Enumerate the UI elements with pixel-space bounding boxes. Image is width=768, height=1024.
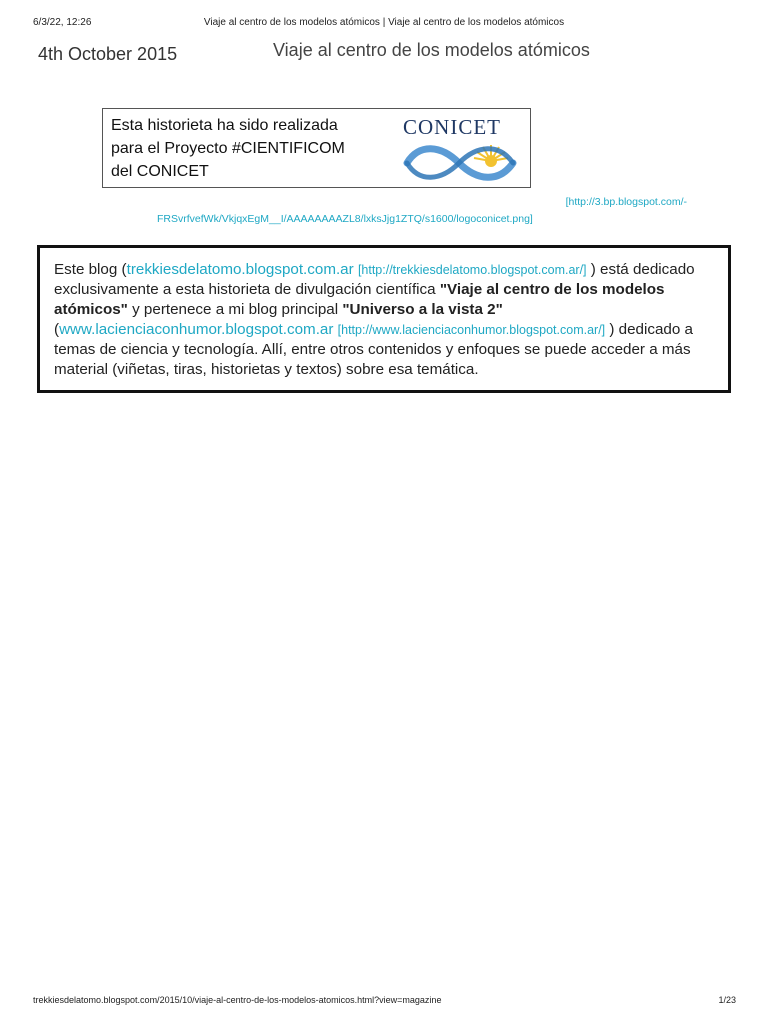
conicet-logo-text: CONICET (403, 115, 501, 139)
print-footer-url: trekkiesdelatomo.blogspot.com/2015/10/viaje-al-centro-de-los-modelos-atomicos.html?view=magazine (33, 995, 442, 1005)
trekkies-blog-link[interactable]: trekkiesdelatomo.blogspot.com.ar (126, 261, 354, 278)
info-text-4: ( (54, 321, 60, 338)
print-header-title: Viaje al centro de los modelos atómicos | Viaje al centro de los modelos atómicos (203, 17, 565, 28)
conicet-logo-icon (399, 141, 519, 185)
banner-line-2: para el Proyecto #CIENTIFICOM (111, 140, 345, 157)
image-link-line-1[interactable]: [http://3.bp.blogspot.com/- (565, 196, 687, 208)
info-text-2: ) está dedicado exclusivamente a esta historieta de divulgación científica (54, 261, 695, 298)
blog-info-box (37, 245, 731, 393)
post-date: 4th October 2015 (38, 44, 178, 64)
trekkies-blog-url[interactable]: [http://trekkiesdelatomo.blogspot.com.ar/] (357, 263, 587, 277)
info-text-5: ) dedicado a temas de ciencia y tecnología. Allí, entre otros contenidos y enfoques se puede acceder a más material (viñetas, tiras, historietas y textos) sobre esa temática. (54, 321, 693, 378)
main-blog-link[interactable]: www.lacienciaconhumor.blogspot.com.ar (59, 321, 334, 338)
banner-line-1: Esta historieta ha sido realizada (111, 117, 338, 134)
comic-title: "Viaje al centro de los modelos atómicos" (54, 281, 665, 318)
main-blog-url[interactable]: [http://www.lacienciaconhumor.blogspot.com.ar/] (337, 323, 606, 337)
info-text-1: Este blog ( (54, 261, 127, 278)
print-page-number: 1/23 (718, 995, 736, 1005)
image-source-link[interactable] (120, 194, 687, 228)
print-datetime: 6/3/22, 12:26 (33, 17, 92, 28)
post-title[interactable]: Viaje al centro de los modelos atómicos (273, 40, 590, 60)
banner-line-3: del CONICET (111, 163, 209, 180)
conicet-banner-image[interactable] (102, 108, 531, 188)
image-link-line-2[interactable]: FRSvrfvefWk/VkjqxEgM__I/AAAAAAAAZL8/lxksJjg1ZTQ/s1600/logoconicet.png] (157, 213, 533, 225)
main-blog-title: "Universo a la vista 2" (342, 301, 503, 318)
info-text-3: y pertenece a mi blog principal (127, 301, 343, 318)
